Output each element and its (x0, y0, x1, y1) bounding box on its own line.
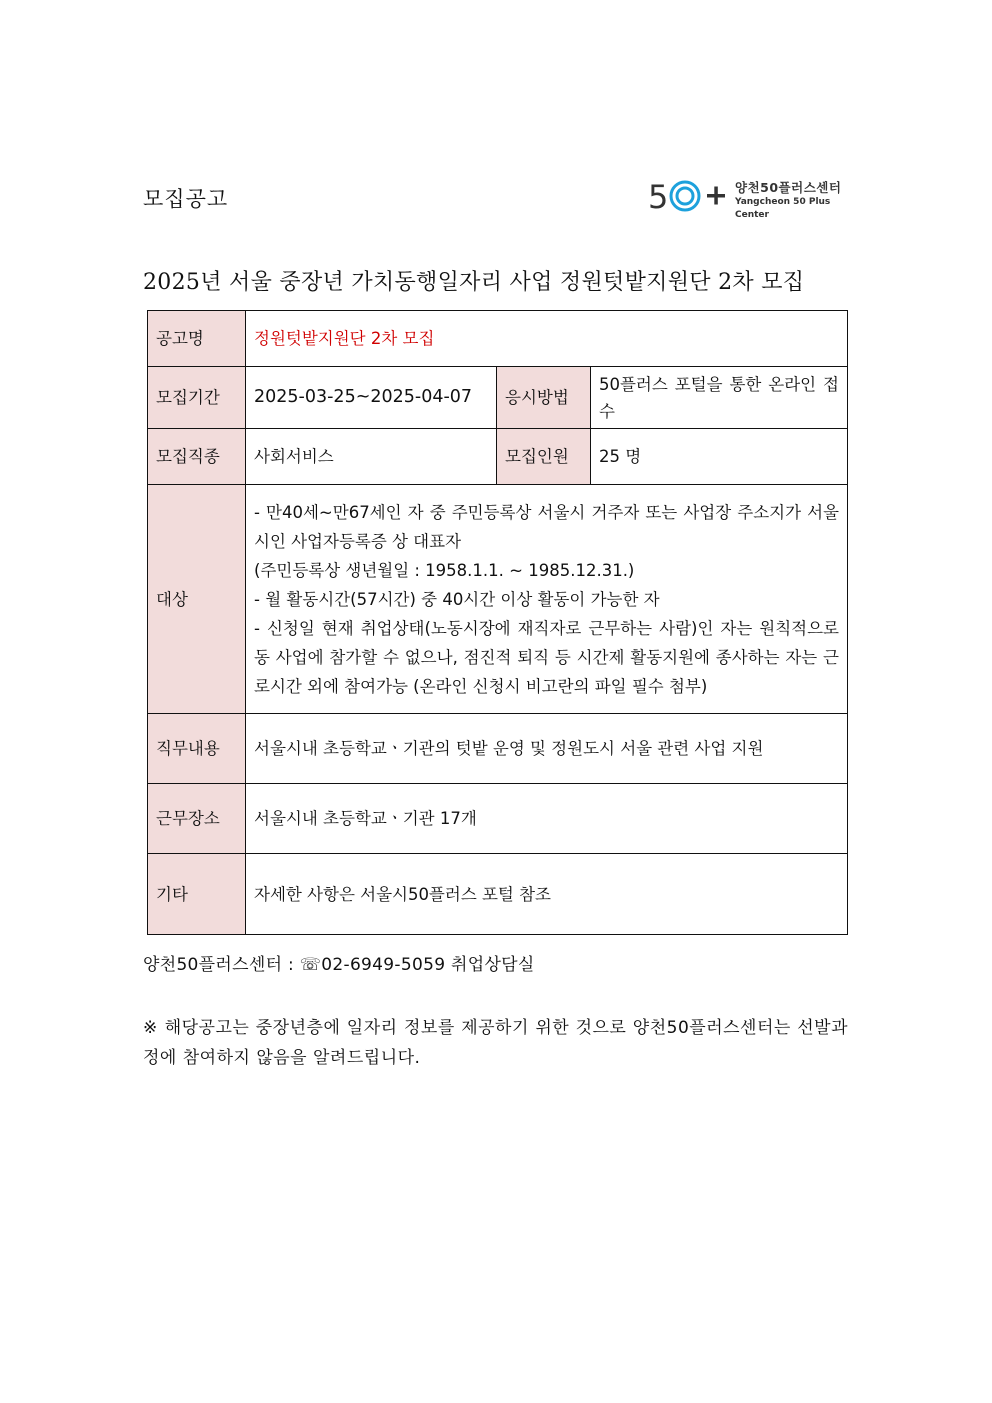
duties-label: 직무내용 (148, 714, 246, 784)
method-value: 50플러스 포털을 통한 온라인 접수 (591, 367, 848, 429)
target-label: 대상 (148, 485, 246, 714)
workplace-value: 서울시내 초등학교ㆍ기관 17개 (246, 784, 848, 854)
logo-name-korean: 양천50플러스센터 (735, 180, 842, 195)
disclaimer-notice: ※ 해당공고는 중장년층에 일자리 정보를 제공하기 위한 것으로 양천50플러스센터는 선발과정에 참여하지 않음을 알려드립니다. (143, 1018, 848, 1068)
table-row (148, 784, 848, 854)
headcount-label: 모집인원 (497, 429, 591, 485)
job-type-value: 사회서비스 (246, 429, 497, 485)
center-logo (648, 175, 853, 220)
fifty-plus-logo-icon (648, 175, 728, 217)
etc-label: 기타 (148, 854, 246, 935)
headcount-value: 25 명 (591, 429, 848, 485)
target-line: (주민등록상 생년월일 : 1958.1.1. ~ 1985.12.31.) (254, 560, 635, 580)
table-row (148, 311, 848, 367)
logo-mark (648, 175, 728, 217)
target-line: - 월 활동시간(57시간) 중 40시간 이상 활동이 가능한 자 (254, 589, 660, 609)
table-row (148, 854, 848, 935)
period-label: 모집기간 (148, 367, 246, 429)
table-row (148, 714, 848, 784)
recruitment-table (147, 310, 848, 935)
logo-name-english: Yangcheon 50 Plus Center (735, 197, 831, 220)
notice-name-label: 공고명 (148, 311, 246, 367)
table-row (148, 367, 848, 429)
table-row (148, 429, 848, 485)
workplace-label: 근무장소 (148, 784, 246, 854)
svg-text:5: 5 (648, 178, 669, 216)
duties-value: 서울시내 초등학교ㆍ기관의 텃밭 운영 및 정원도시 서울 관련 사업 지원 (246, 714, 848, 784)
etc-value: 자세한 사항은 서울시50플러스 포털 참조 (246, 854, 848, 935)
table-row (148, 485, 848, 714)
job-type-label: 모집직종 (148, 429, 246, 485)
target-line: - 신청일 현재 취업상태(노동시장에 재직자로 근무하는 사람)인 자는 원칙적으로 동 사업에 참가할 수 없으나, 점진적 퇴직 등 시간제 활동지원에 종사하는 자는 근로시간 외에 참여가능 (온라인 신청시 비고란의 파일 필수 첨부) (254, 618, 839, 696)
contact-info: 양천50플러스센터 : ☏02-6949-5059 취업상담실 (143, 955, 535, 975)
target-line: - 만40세~만67세인 자 중 주민등록상 서울시 거주자 또는 사업장 주소지가 서울시인 사업자등록증 상 대표자 (254, 502, 839, 551)
target-value (246, 485, 848, 714)
method-label: 응시방법 (497, 367, 591, 429)
document-label: 모집공고 (143, 187, 229, 211)
notice-name-value: 정원텃밭지원단 2차 모집 (246, 311, 848, 367)
page-title: 2025년 서울 중장년 가치동행일자리 사업 정원텃밭지원단 2차 모집 (143, 270, 805, 295)
period-value: 2025-03-25~2025-04-07 (246, 367, 497, 429)
